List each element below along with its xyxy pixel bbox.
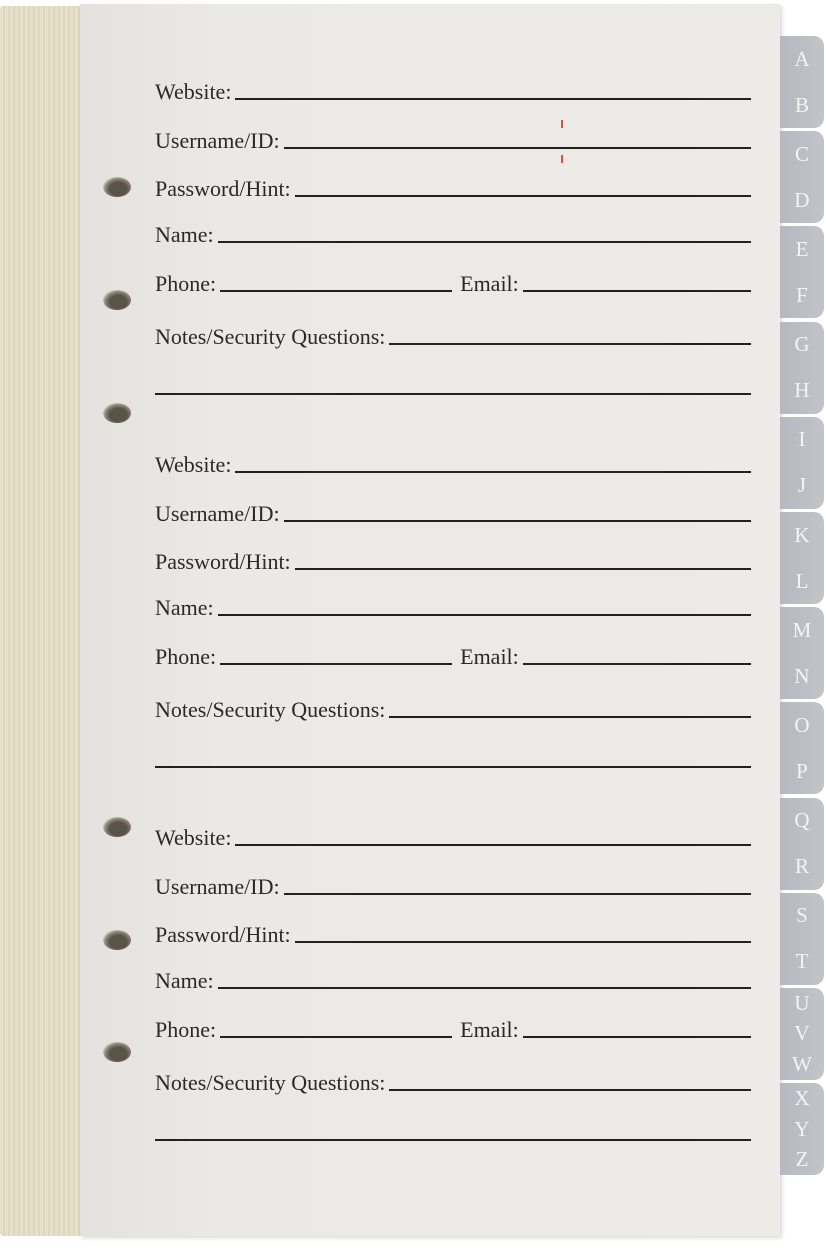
tab-ef[interactable] — [780, 226, 824, 318]
binder-hole — [103, 177, 131, 197]
tab-letter: U — [794, 990, 810, 1015]
name-label: Name: — [155, 595, 214, 620]
notes-extra-line[interactable] — [155, 393, 751, 395]
tab-st[interactable] — [780, 893, 824, 985]
tab-letter: T — [795, 949, 809, 974]
password-row — [155, 918, 751, 948]
username-field[interactable] — [284, 893, 751, 895]
email-label: Email: — [460, 1017, 519, 1042]
email-label: Email: — [460, 271, 519, 296]
email-field[interactable] — [523, 1036, 751, 1038]
tab-letter: P — [796, 758, 808, 783]
phone-field[interactable] — [220, 1036, 452, 1038]
email-field[interactable] — [523, 290, 751, 292]
website-field[interactable] — [235, 471, 751, 473]
entry-block — [155, 75, 751, 405]
phone-field[interactable] — [220, 663, 452, 665]
website-label: Website: — [155, 79, 232, 104]
tab-letter: J — [797, 473, 807, 498]
phone-label: Phone: — [155, 1017, 217, 1042]
entry-block — [155, 448, 751, 778]
tab-letter: D — [794, 187, 810, 212]
password-field[interactable] — [295, 568, 751, 570]
notes-row — [155, 1066, 751, 1096]
binder-hole — [103, 817, 131, 837]
phone-field[interactable] — [220, 290, 452, 292]
website-field[interactable] — [235, 844, 751, 846]
email-field[interactable] — [523, 663, 751, 665]
tab-gh[interactable] — [780, 322, 824, 414]
tab-letter: Z — [795, 1147, 809, 1172]
notes-row — [155, 693, 751, 723]
tab-cd[interactable] — [780, 131, 824, 223]
password-row — [155, 172, 751, 202]
name-label: Name: — [155, 968, 214, 993]
phone-row — [155, 640, 751, 670]
tab-letter: B — [794, 92, 809, 117]
website-row — [155, 75, 751, 105]
tab-letter: I — [798, 427, 806, 452]
tab-letter: L — [795, 568, 809, 593]
tab-letter: X — [794, 1086, 810, 1111]
phone-label: Phone: — [155, 271, 217, 296]
username-field[interactable] — [284, 147, 751, 149]
tab-letter: H — [794, 378, 810, 403]
tab-op[interactable] — [780, 702, 824, 794]
tab-letter: R — [794, 854, 809, 879]
website-label: Website: — [155, 825, 232, 850]
name-field[interactable] — [218, 614, 751, 616]
tab-kl[interactable] — [780, 512, 824, 604]
name-row — [155, 218, 751, 248]
website-field[interactable] — [235, 98, 751, 100]
notes-field[interactable] — [389, 343, 751, 345]
name-label: Name: — [155, 222, 214, 247]
tab-letter: G — [794, 332, 810, 357]
website-row — [155, 448, 751, 478]
tab-letter: K — [794, 522, 810, 547]
name-row — [155, 591, 751, 621]
username-label: Username/ID: — [155, 501, 280, 526]
notes-label: Notes/Security Questions: — [155, 324, 386, 349]
tab-letter: E — [795, 236, 809, 261]
tab-letter: O — [794, 712, 810, 737]
phone-row — [155, 267, 751, 297]
tab-uvw[interactable] — [780, 988, 824, 1080]
tab-xyz[interactable] — [780, 1083, 824, 1175]
password-row — [155, 545, 751, 575]
username-label: Username/ID: — [155, 874, 280, 899]
tab-letter: N — [794, 663, 810, 688]
notes-extra-line[interactable] — [155, 766, 751, 768]
password-field[interactable] — [295, 195, 751, 197]
name-field[interactable] — [218, 241, 751, 243]
binder-hole — [103, 403, 131, 423]
password-label: Password/Hint: — [155, 922, 291, 947]
page-edges — [0, 6, 82, 1236]
password-label: Password/Hint: — [155, 549, 291, 574]
tab-letter: A — [794, 46, 810, 71]
tab-letter: Y — [794, 1116, 810, 1141]
website-label: Website: — [155, 452, 232, 477]
username-label: Username/ID: — [155, 128, 280, 153]
tab-letter: F — [796, 282, 808, 307]
tab-letter: M — [792, 617, 812, 642]
website-row — [155, 821, 751, 851]
tab-letter: C — [794, 141, 809, 166]
notes-label: Notes/Security Questions: — [155, 1070, 386, 1095]
notes-label: Notes/Security Questions: — [155, 697, 386, 722]
notes-row — [155, 320, 751, 350]
tab-letter: Q — [794, 808, 810, 833]
tab-mn[interactable] — [780, 607, 824, 699]
notes-field[interactable] — [389, 1089, 751, 1091]
phone-label: Phone: — [155, 644, 217, 669]
binder-hole — [103, 1042, 131, 1062]
password-field[interactable] — [295, 941, 751, 943]
username-row — [155, 124, 751, 154]
password-label: Password/Hint: — [155, 176, 291, 201]
tab-letter: V — [794, 1021, 810, 1046]
tab-qr[interactable] — [780, 798, 824, 890]
binder-hole — [103, 290, 131, 310]
tab-ij[interactable] — [780, 417, 824, 509]
notes-field[interactable] — [389, 716, 751, 718]
tab-letter: S — [796, 903, 808, 928]
username-row — [155, 497, 751, 527]
username-row — [155, 870, 751, 900]
phone-row — [155, 1013, 751, 1043]
entry-block — [155, 821, 751, 1151]
username-field[interactable] — [284, 520, 751, 522]
tab-letter: W — [792, 1052, 812, 1077]
binder-hole — [103, 930, 131, 950]
tab-ab[interactable] — [780, 36, 824, 128]
notes-extra-line[interactable] — [155, 1139, 751, 1141]
name-field[interactable] — [218, 987, 751, 989]
email-label: Email: — [460, 644, 519, 669]
name-row — [155, 964, 751, 994]
